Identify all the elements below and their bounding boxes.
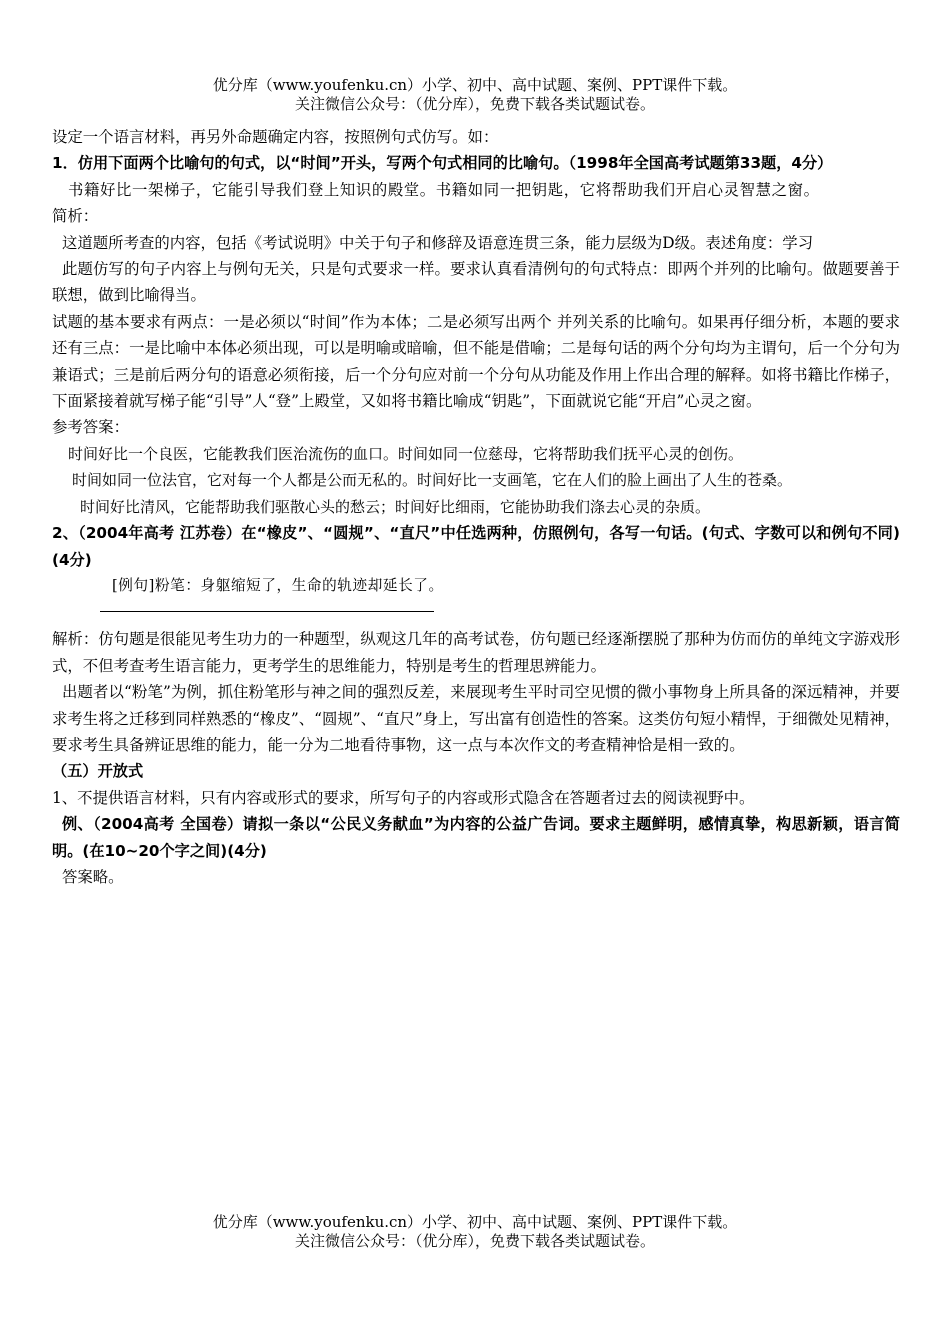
question-1-title: 1．仿用下面两个比喻句的句式，以“时间”开头，写两个句式相同的比喻句。（1998年全国高考试题第33题，4分）	[52, 154, 833, 173]
page-footer	[0, 1213, 950, 1251]
footer-line-1: 优分库（www.youfenku.cn）小学、初中、高中试题、案例、PPT课件下载。	[212, 1213, 738, 1231]
section-5-paragraph-1: 1、不提供语言材料，只有内容或形式的要求，所写句子的内容或形式隐含在答题者过去的阅读视野中。	[52, 788, 755, 807]
question-2-title: 2、（2004年高考 江苏卷）在“橡皮”、“圆规”、“直尺”中任选两种，仿照例句，各写一句话。(句式、字数可以和例句不同)(4分)	[52, 524, 900, 569]
question-2-example: [例句]粉笔：身躯缩短了，生命的轨迹却延长了。	[112, 576, 444, 594]
header-line-2: 关注微信公众号：（优分库），免费下载各类试题试卷。	[294, 95, 655, 113]
answer-blank-line	[100, 611, 434, 612]
answer-2: 时间如同一位法官，它对每一个人都是公而无私的。时间好比一支画笔，它在人们的脸上画出了人生的苍桑。	[72, 471, 793, 490]
analysis-paragraph-3: 试题的基本要求有两点：一是必须以“时间”作为本体；二是必须写出两个 并列关系的比喻句。如果再仔细分析，本题的要求还有三点：一是比喻中本体必须出现，可以是明喻或暗喻，但不能是借喻；二是每句话的两个分句均为主谓句，后一个分句为兼语式；三是前后两分句的语意必须衔接，后一个分句应对前一个分句从功能及作用上作出合理的解释。如将书籍比作梯子，下面紧接着就写梯子能“引导”人“登”上殿堂，又如将书籍比喻成“钥匙”，下面就说它能“开启”心灵之窗。	[52, 312, 900, 411]
example-answer: 答案略。	[62, 867, 124, 886]
page-header	[0, 76, 950, 114]
answer-3: 时间好比清风，它能帮助我们驱散心头的愁云；时间好比细雨，它能协助我们涤去心灵的杂质。	[80, 497, 711, 516]
answer-1: 时间好比一个良医，它能教我们医治流伤的血口。时间如同一位慈母，它将帮助我们抚平心灵的创伤。	[68, 444, 744, 463]
intro-text: 设定一个语言材料，再另外命题确定内容，按照例句式仿写。如：	[52, 128, 499, 146]
analysis-label: 简析：	[52, 207, 99, 226]
footer-line-2: 关注微信公众号：（优分库），免费下载各类试题试卷。	[294, 1232, 655, 1250]
question-1-example: 书籍好比一架梯子，它能引导我们登上知识的殿堂。书籍如同一把钥匙，它将帮助我们开启心灵智慧之窗。	[68, 180, 820, 199]
analysis-paragraph-1: 这道题所考查的内容，包括《考试说明》中关于句子和修辞及语意连贯三条，能力层级为D级。表述角度：学习	[62, 233, 814, 252]
example-title: 例、（2004高考 全国卷）请拟一条以“公民义务献血”为内容的公益广告词。要求主题鲜明，感情真挚，构思新颖，语言简明。(在10~20个字之间)(4分)	[52, 815, 900, 860]
analysis-paragraph-2: 此题仿写的句子内容上与例句无关，只是句式要求一样。要求认真看清例句的句式特点：即两个并列的比喻句。做题要善于联想，做到比喻得当。	[52, 260, 900, 305]
header-line-1: 优分库（www.youfenku.cn）小学、初中、高中试题、案例、PPT课件下载。	[212, 76, 738, 94]
question-2-analysis-1: 解析：仿句题是很能见考生功力的一种题型，纵观这几年的高考试卷，仿句题已经逐渐摆脱了那种为仿而仿的单纯文字游戏形式，不但考查考生语言能力，更考学生的思维能力，特别是考生的哲理思辨能力。	[52, 630, 900, 675]
document-body	[52, 124, 900, 890]
question-2-analysis-2: 出题者以“粉笔”为例，抓住粉笔形与神之间的强烈反差，来展现考生平时司空见惯的微小事物身上所具备的深远精神，并要求考生将之迁移到同样熟悉的“橡皮”、“圆规”、“直尺”身上，写出富有创造性的答案。这类仿句短小精悍，于细微处见精神，要求考生具备辨证思维的能力，能一分为二地看待事物，这一点与本次作文的考查精神恰是相一致的。	[52, 683, 900, 754]
section-5-title: （五）开放式	[52, 762, 144, 781]
answer-label: 参考答案：	[52, 418, 129, 437]
